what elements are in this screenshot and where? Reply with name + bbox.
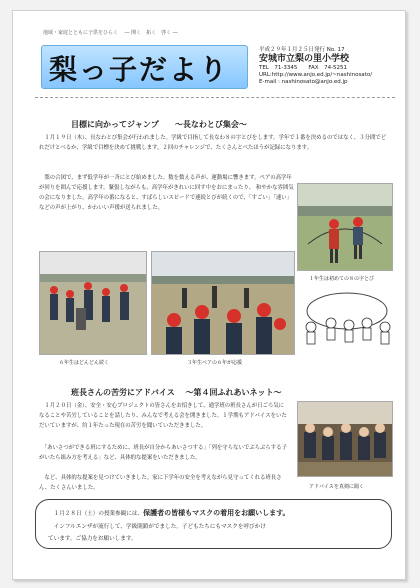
article2-paragraph1: １月２０日（金）、安全・安心プロジェクトの皆さんをお招きして、通学班の班長さんが日ごろ気になることや苦労していることを話したり、みんなで考える会を開きました。１学期もアドバイスをいただいていますが、約１年たった現在の苦労を聞いていただきました。 <box>39 403 287 429</box>
article2-paragraph3: など、具体的な提案を見つけていきました。家に下学年の安全を考えながら見守ってくれる班長さん、たくさんいました。 <box>39 475 282 491</box>
notice-line1-prefix: １月２８日（土）の授業参観には、 <box>48 511 144 517</box>
newsletter-page <box>12 10 406 580</box>
photo-meeting <box>297 401 393 477</box>
jump-rope-illustration <box>301 287 393 357</box>
tagline: 地域・家庭とともに子供をひらく ― 開く 拓く 啓く ― <box>43 30 178 36</box>
school-url[interactable]: URL:http://www.anjo.ed.jp/~nashinosato/ <box>259 72 373 78</box>
notice-line2: インフルエンザが流行して、学級閉鎖がでました。子どもたちにもマスクを呼びかけ <box>48 524 266 530</box>
article2-heading: 班長さんの苦労にアドバイス ～第４回ふれあいネット～ <box>71 388 282 397</box>
school-name: 安城市立梨の里小学校 <box>259 54 350 64</box>
tel-fax: TEL 71-3345 FAX 74-5251 <box>259 65 348 71</box>
caption-first-graders: １年生は初めての８の字とび <box>309 276 375 282</box>
article2-paragraph2: 「あいさつができる班にするために、班長が自分からあいさつする」「列を守らないでぶらぶらする子がいたら組み方を考える」など、具体的な提案をいただきました。 <box>39 445 287 461</box>
article1-paragraph1: １月１９日（木）、長なわとび集会が行われました。学級で目指して長なわ８の字とびをします。学年で１番を決めるのではなく、３分間でどれだけとべるか、学級で目標を決めて挑戦します。２回のチャレンジで、たくさんとべたほうが記録になります。 <box>39 135 387 151</box>
caption-sixth-graders: ６年生はどんどん続く <box>59 360 110 366</box>
notice-line1-emphasis: 保護者の皆様もマスクの着用をお願いします。 <box>143 509 290 517</box>
photo-third-graders <box>151 251 295 355</box>
newsletter-title: 梨っ子だより <box>49 53 230 86</box>
article1-paragraph2: 梨の合図で、まず低学年が一斉にとび始めました。数を数える声が、運動場に響きます。ペアの高学年が回りを囲んで応援します。緊張しながらも、高学年がきれいに回す中をおにまったり、 和やかな雰囲気の会になりました。高学年の番になると、すばらしいスピードで連続とびが続くので、「すごい」「速い」などの声が上がり、かわいい声援が送られました。 <box>39 175 294 211</box>
photo-sixth-graders <box>39 251 147 355</box>
photo-first-graders <box>297 183 393 271</box>
notice-line1 <box>48 508 290 518</box>
caption-third-graders: ３年生ペアの６年が応援 <box>187 360 243 366</box>
notice-line3: ています。ご協力をお願いします。 <box>48 536 137 542</box>
school-email[interactable]: E-mail : nashinosato@anjo.ed.jp <box>259 79 348 85</box>
article1-heading: 目標に向かってジャンプ ～長なわとび集会～ <box>71 120 247 129</box>
divider <box>35 97 395 98</box>
caption-meeting: アドバイスを真剣に聞く <box>309 484 364 490</box>
issue-line: 平成２９年１月２５日発行 No. 17 <box>259 47 345 53</box>
header-info <box>259 47 401 86</box>
notice-box <box>35 499 392 549</box>
